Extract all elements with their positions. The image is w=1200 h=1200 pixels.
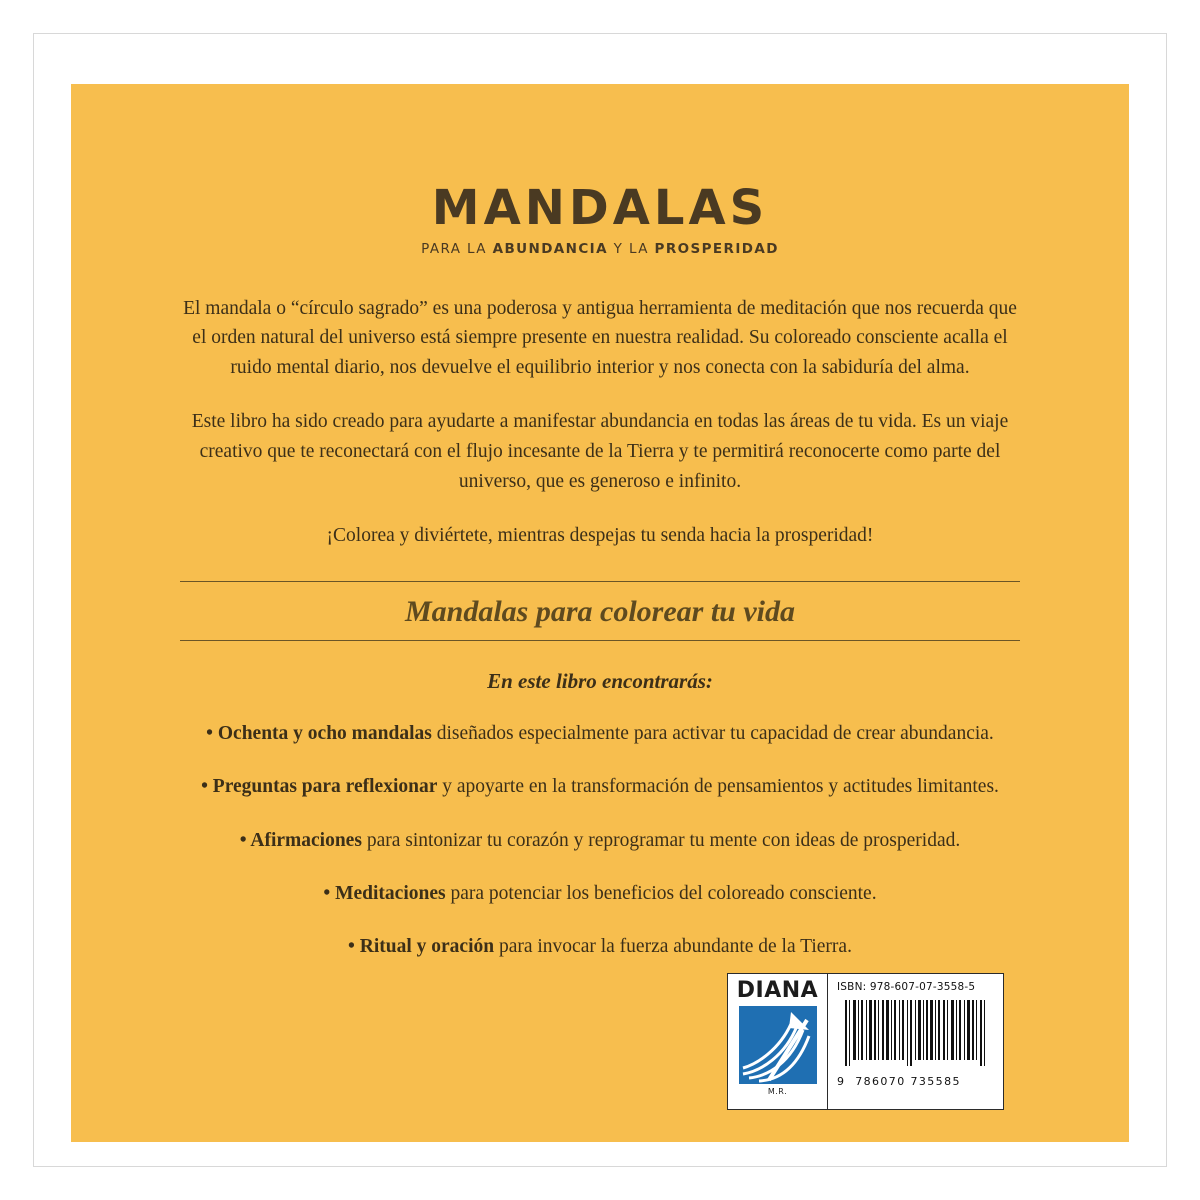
barcode-digits [837,1075,995,1088]
barcode-digit-lead: 9 [837,1075,846,1088]
subtitle-bold-prosperidad: PROSPERIDAD [654,241,779,257]
list-item [160,881,1040,907]
list-item-text: y apoyarte en la transformación de pensamientos y actitudes limitantes. [437,776,999,798]
list-item-bold: • Meditaciones [323,882,446,904]
isbn-label: ISBN: 978-607-07-3558-5 [837,981,976,993]
paragraph-1: El mandala o “círculo sagrado” es una poderosa y antigua herramienta de meditación que nos recuerda que el orden natural del universo está siempre presente en nuestra realidad. Su coloreado consciente acalla el ruido mental diario, nos devuelve el equilibrio interior y nos conecta con la sabiduría del alma. [183,297,1017,378]
list-item-bold: • Ritual y oración [348,936,495,958]
divider-bottom [180,640,1020,641]
list-item-text: para potenciar los beneficios del coloreado consciente. [445,882,877,904]
script-heading-block [180,581,1020,641]
list-item-bold: • Ochenta y ocho mandalas [206,722,432,744]
description-copy [178,294,1023,551]
script-heading: Mandalas para colorear tu vida [404,594,796,628]
publisher-name: DIANA [736,978,819,1003]
title-block [71,180,1129,257]
paragraph-2: Este libro ha sido creado para ayudarte a manifestar abundancia en todas las áreas de tu vida. Es un viaje creativo que te reconectará con el flujo incesante de la Tierra y te permitirá reconocerte como parte del universo, que es generoso e infinito. [191,411,1009,492]
isbn-barcode-block [727,973,1004,1110]
trademark-label: M.R. [767,1087,788,1096]
subtitle-bold-abundancia: ABUNDANCIA [492,241,608,257]
list-item-text: para invocar la fuerza abundante de la Tierra. [494,936,852,958]
diana-logo-icon [739,1006,817,1084]
list-item [160,774,1040,800]
feature-list [160,721,1040,961]
barcode-digit-group: 786070 735585 [855,1075,961,1088]
list-item-text: para sintonizar tu corazón y reprogramar tu mente con ideas de prosperidad. [361,829,961,851]
list-item [160,721,1040,747]
paragraph-3: ¡Colorea y diviértete, mientras despejas tu senda hacia la prosperidad! [326,525,874,547]
list-item-bold: • Afirmaciones [239,829,362,851]
subtitle-part-2: Y LA [607,241,655,257]
barcode-cell [828,974,1003,1109]
list-intro: En este libro encontrarás: [487,668,713,693]
book-cover-panel [71,84,1129,1142]
barcode-icon [837,1000,995,1074]
publisher-logo-cell [728,974,828,1109]
list-item-text: diseñados especialmente para activar tu capacidad de crear abundancia. [431,722,994,744]
list-item [160,934,1040,960]
subtitle-part-1: PARA LA [421,241,493,257]
book-title: MANDALAS [431,180,769,236]
book-subtitle [71,243,1129,257]
list-item [160,828,1040,854]
list-item-bold: • Preguntas para reflexionar [201,776,438,798]
